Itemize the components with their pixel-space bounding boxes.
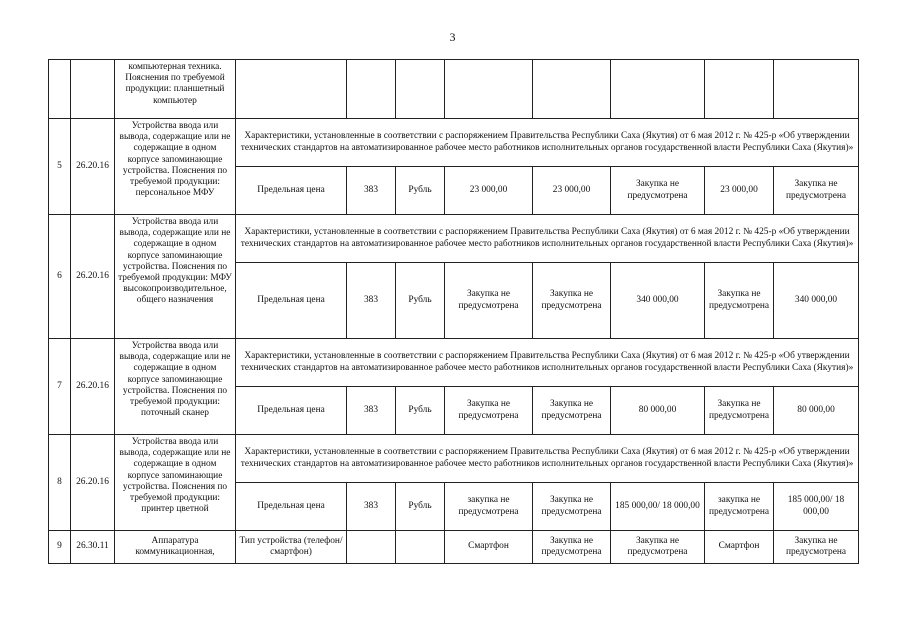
cell-value-1: Закупка не предусмотрена [445,387,533,435]
cell-value-2: Закупка не предусмотрена [533,263,611,339]
cell-desc: компьютерная техника. Пояснения по требуемой продукции: планшетный компьютер [115,60,236,119]
cell-desc: Устройства ввода или вывода, содержащие или не содержащие в одном корпусе запоминающие устройства. Пояснения по требуемой продукции: персональное МФУ [115,119,236,215]
cell-okei: 383 [347,387,396,435]
cell-desc: Устройства ввода или вывода, содержащие или не содержащие в одном корпусе запоминающие устройства. Пояснения по требуемой продукции: МФУ высокопроизводительное, общего назначения [115,215,236,339]
cell-value-3: 80 000,00 [611,387,705,435]
cell-value-2: Закупка не предусмотрена [533,387,611,435]
cell-num: 6 [49,215,71,339]
cell-param: Предельная цена [236,483,347,531]
table-row-9 [49,531,859,564]
cell-unit: Рубль [396,483,445,531]
cell-desc: Аппаратура коммуникационная, [115,531,236,564]
cell-okei [347,531,396,564]
cell-value-5: 80 000,00 [774,387,859,435]
cell-code: 26.20.16 [71,215,115,339]
cell-value-3: 185 000,00/ 18 000,00 [611,483,705,531]
cell-num [49,60,71,119]
cell-value-5: Закупка не предусмотрена [774,167,859,215]
cell-value-3: Закупка не предусмотрена [611,167,705,215]
cell-code: 26.30.11 [71,531,115,564]
cell-value-2: Закупка не предусмотрена [533,483,611,531]
table-row-7-characteristics [49,339,859,387]
cell-num: 8 [49,435,71,531]
cell-unit: Рубль [396,263,445,339]
cell-characteristics: Характеристики, установленные в соответствии с распоряжением Правительства Республики Саха (Якутия) от 6 мая 2012 г. № 425-р «Об утверждении технических стандартов на автоматизированное рабочее место работников исполнительных органов государственной власти Республики Саха (Якутия)» [236,215,859,263]
cell-num: 5 [49,119,71,215]
cell-unit: Рубль [396,387,445,435]
table-row-8-characteristics [49,435,859,483]
cell-value-4: 23 000,00 [705,167,774,215]
cell-value-1: закупка не предусмотрена [445,483,533,531]
cell-code: 26.20.16 [71,339,115,435]
cell-value-3: 340 000,00 [611,263,705,339]
page-number: 3 [449,30,456,44]
table-row-6-characteristics [49,215,859,263]
cell-param: Предельная цена [236,167,347,215]
cell-value-1: 23 000,00 [445,167,533,215]
cell-param: Предельная цена [236,387,347,435]
cell-desc: Устройства ввода или вывода, содержащие или не содержащие в одном корпусе запоминающие устройства. Пояснения по требуемой продукции: поточный сканер [115,339,236,435]
cell-value-5: Закупка не предусмотрена [774,531,859,564]
cell-okei: 383 [347,263,396,339]
cell-value-1: Закупка не предусмотрена [445,263,533,339]
table-row-5-characteristics [49,119,859,167]
cell-param: Тип устройства (телефон/смартфон) [236,531,347,564]
cell-value-4: Закупка не предусмотрена [705,263,774,339]
cell-okei: 383 [347,167,396,215]
cell-value-3: Закупка не предусмотрена [611,531,705,564]
cell-code [71,60,115,119]
cell-characteristics: Характеристики, установленные в соответствии с распоряжением Правительства Республики Саха (Якутия) от 6 мая 2012 г. № 425-р «Об утверждении технических стандартов на автоматизированное рабочее место работников исполнительных органов государственной власти Республики Саха (Якутия)» [236,435,859,483]
cell-unit [396,531,445,564]
cell-okei: 383 [347,483,396,531]
requirements-table [48,59,859,564]
table-row-continuation [49,60,859,119]
cell-value-2: Закупка не предусмотрена [533,531,611,564]
cell-param: Предельная цена [236,263,347,339]
cell-code: 26.20.16 [71,119,115,215]
cell-value-5: 340 000,00 [774,263,859,339]
cell-value-2: 23 000,00 [533,167,611,215]
cell-num: 9 [49,531,71,564]
cell-value-5: 185 000,00/ 18 000,00 [774,483,859,531]
cell-characteristics: Характеристики, установленные в соответствии с распоряжением Правительства Республики Саха (Якутия) от 6 мая 2012 г. № 425-р «Об утверждении технических стандартов на автоматизированное рабочее место работников исполнительных органов государственной власти Республики Саха (Якутия)» [236,119,859,167]
cell-desc: Устройства ввода или вывода, содержащие или не содержащие в одном корпусе запоминающие устройства. Пояснения по требуемой продукции: принтер цветной [115,435,236,531]
cell-code: 26.20.16 [71,435,115,531]
cell-value-4: Смартфон [705,531,774,564]
cell-value-4: закупка не предусмотрена [705,483,774,531]
cell-value-1: Смартфон [445,531,533,564]
cell-value-4: Закупка не предусмотрена [705,387,774,435]
cell-num: 7 [49,339,71,435]
cell-unit: Рубль [396,167,445,215]
cell-characteristics: Характеристики, установленные в соответствии с распоряжением Правительства Республики Саха (Якутия) от 6 мая 2012 г. № 425-р «Об утверждении технических стандартов на автоматизированное рабочее место работников исполнительных органов государственной власти Республики Саха (Якутия)» [236,339,859,387]
